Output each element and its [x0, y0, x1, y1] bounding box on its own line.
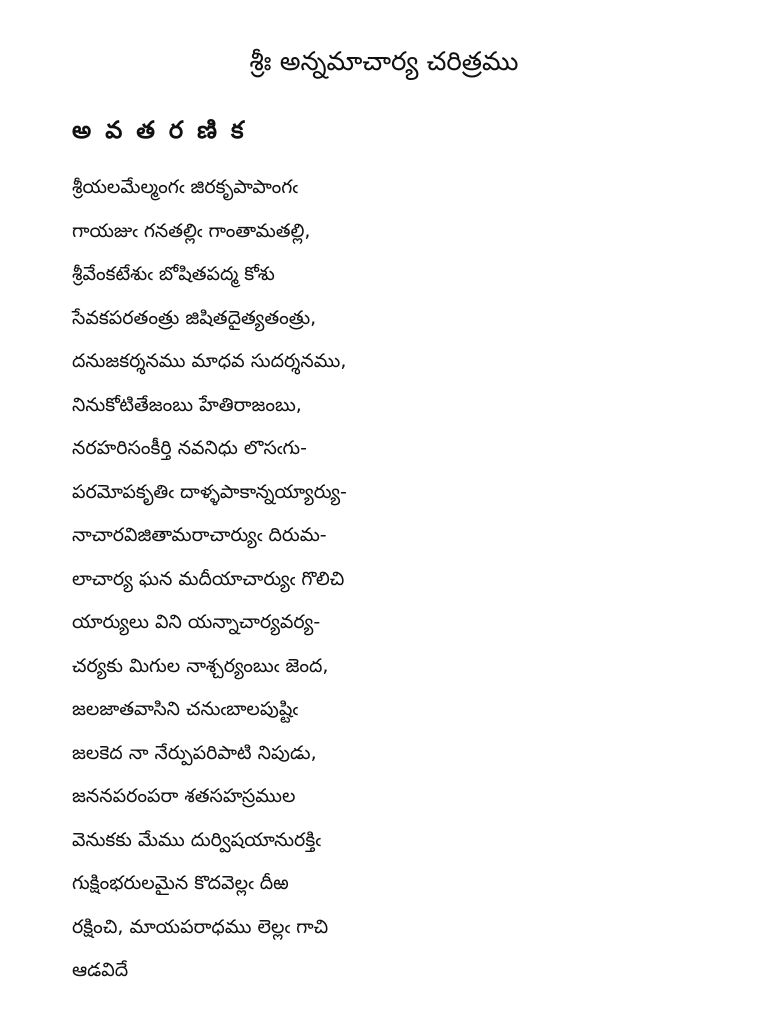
verse-line: రక్షించి, మాయపరాధము లెల్లఁ గాచి [72, 915, 329, 938]
verse-line: నరహరిసంకీర్తి నవనిధు లొసఁగు- [72, 437, 307, 459]
verse-line: సేవకపరతంత్రు జిషితదైత్యతంత్రు, [72, 306, 317, 329]
page-title: శ్రీః అన్నమాచార్య చరిత్రము [249, 47, 519, 77]
verse-line: వెనుకకు మేము దుర్విషయానురక్తిఁ [72, 828, 321, 851]
verse-line: గాయజుఁ గనతల్లిఁ గాంతామతల్లి, [72, 219, 311, 242]
verse-line: నాచారవిజితామరాచార్యుఁ దిరుమ- [72, 524, 327, 546]
verse-line: చర్యకు మిగుల నాశ్చర్యంబుఁ జెంద, [72, 654, 329, 677]
verse-line: దనుజకర్శనము మాధవ సుదర్శనము, [72, 350, 347, 372]
verse-line: జలజాతవాసిని చనుఁబాలపుష్టిఁ [72, 698, 299, 720]
verse-line: శ్రీయలమేల్మంగఁ జిరకృపాపాంగఁ [72, 176, 298, 198]
verse-line: జననపరంపరా శతసహస్రముల [72, 785, 296, 807]
verse-line: ఆడవిదే [72, 959, 129, 981]
section-heading: అవతరణిక [72, 116, 258, 144]
verse-line: లాచార్య ఘన మదీయాచార్యుఁ గొలిచి [72, 567, 345, 590]
verse-line: యార్యులు విని యన్నాచార్యవర్య- [72, 611, 321, 633]
verse-block [72, 166, 732, 993]
verse-line: గుక్షింభరులమైన కొదవెల్లఁ దీఱ [72, 872, 289, 894]
verse-line: నినుకోటితేజంబు హేతిరాజంబు, [72, 393, 302, 416]
verse-line: పరమోపకృతిఁ దాళ్ళపాకాన్నయ్యార్యు- [72, 480, 347, 503]
verse-line: జలకెద నా నేర్పుపరిపాటి నిపుడు, [72, 741, 317, 764]
verse-line: శ్రీవేంకటేశుఁ బోషితపద్మ కోశు [72, 263, 275, 285]
